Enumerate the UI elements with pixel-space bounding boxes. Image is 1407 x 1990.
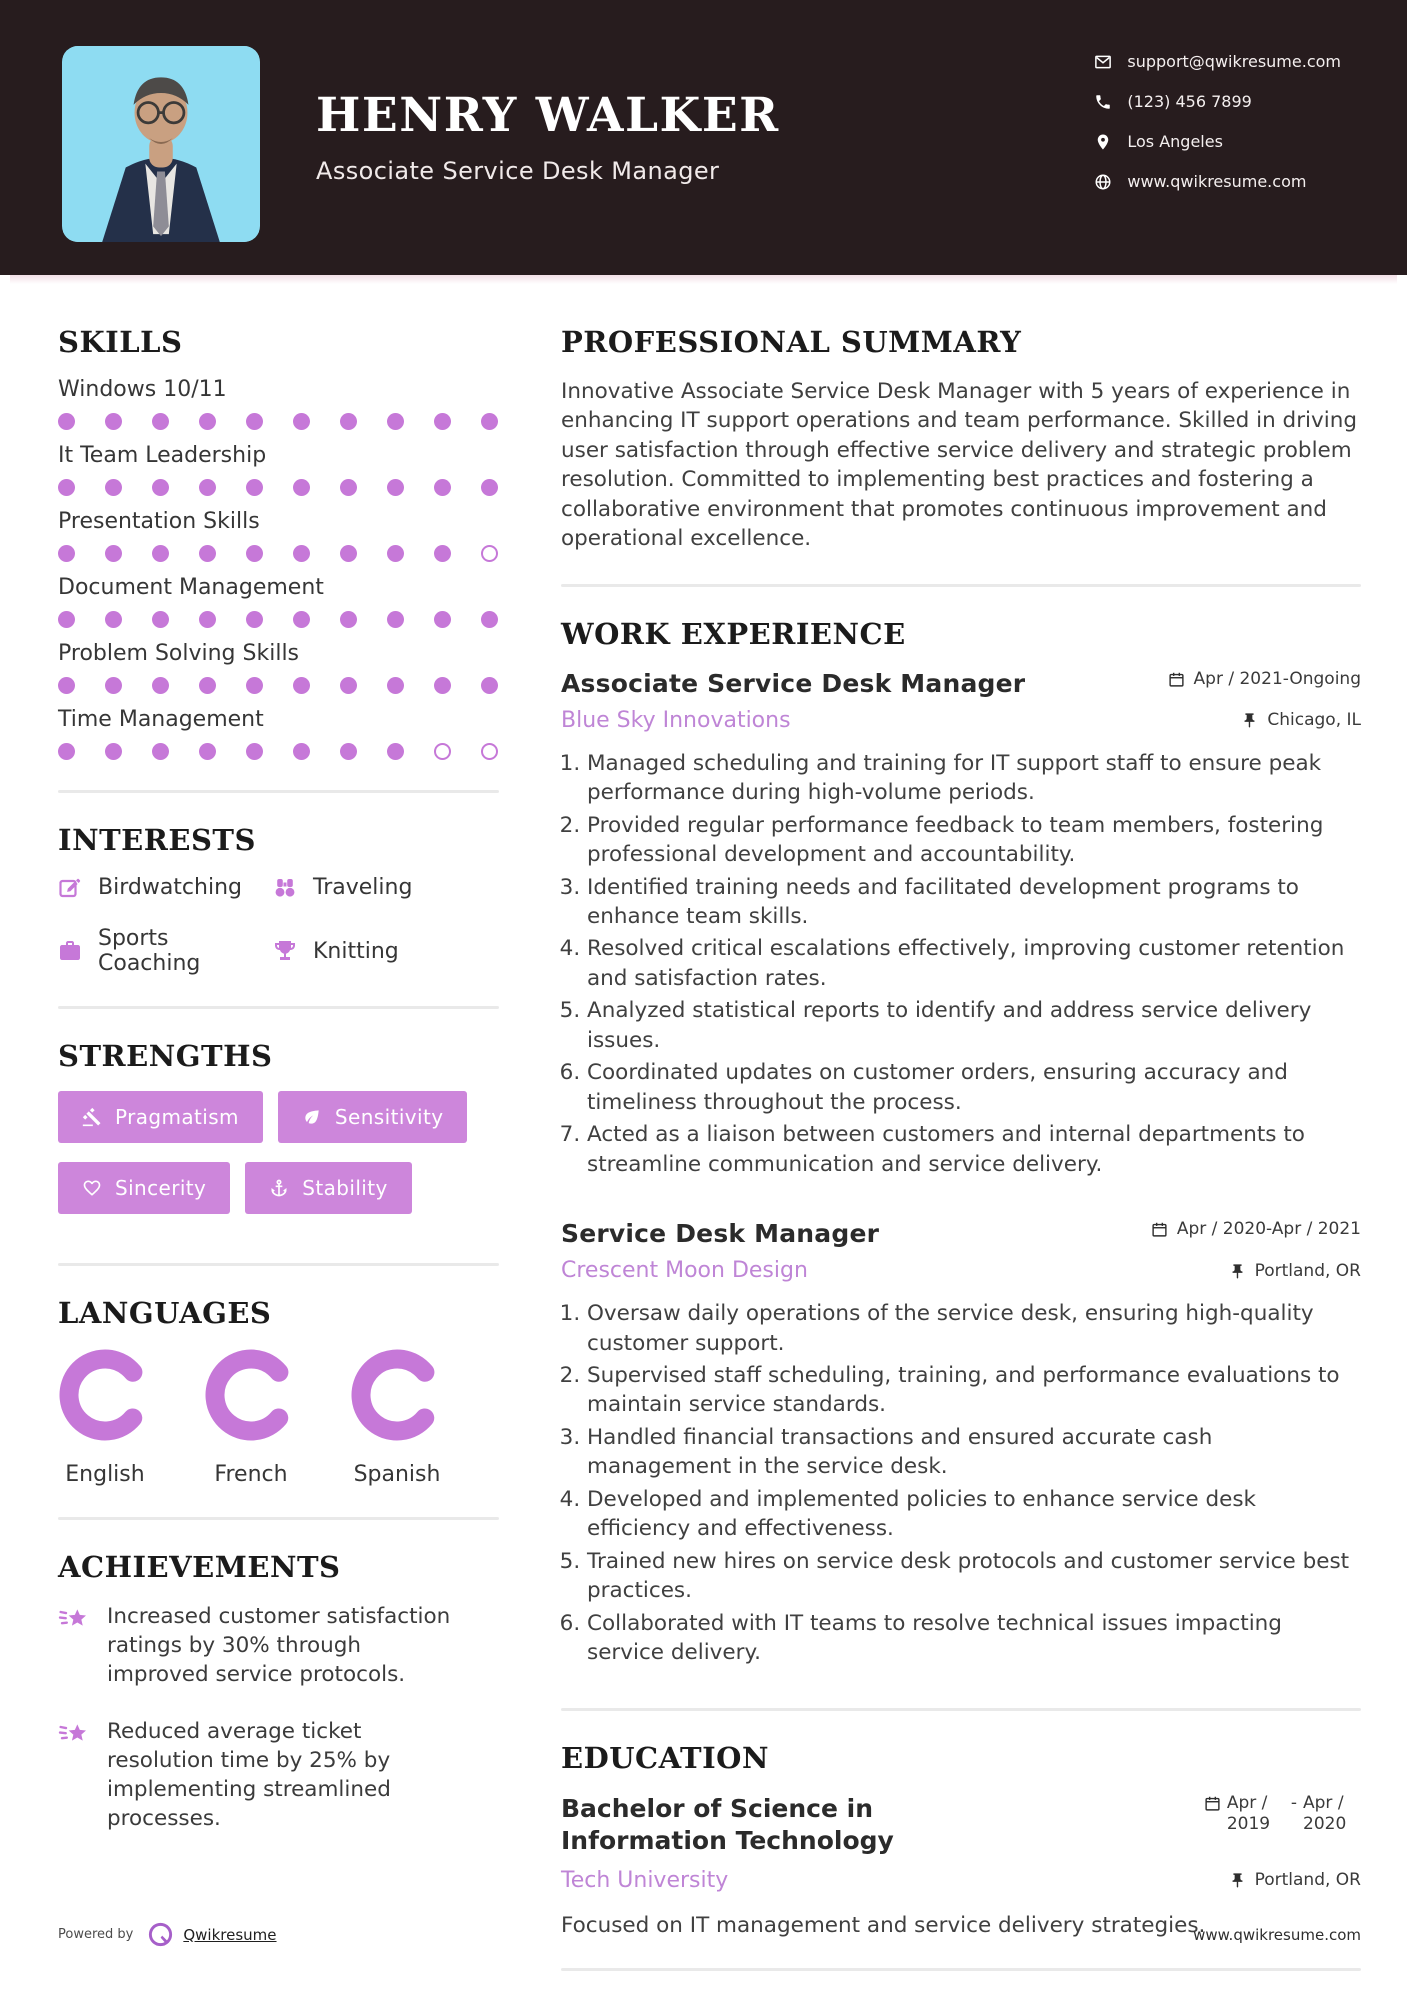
education-date-separator: -: [1290, 1792, 1297, 1813]
job-dates: [1168, 669, 1361, 689]
skill-dot-filled: [105, 413, 122, 430]
education-heading: EDUCATION: [561, 1740, 769, 1775]
language-item: [58, 1348, 152, 1487]
profile-photo-illustration: [62, 46, 260, 242]
interest-item: [58, 875, 273, 900]
achievements-heading: ACHIEVEMENTS: [58, 1550, 341, 1584]
skill-dot-filled: [481, 677, 498, 694]
degree-title: Bachelor of Science in Information Technology: [561, 1793, 894, 1855]
education-description: Focused on IT management and service delivery strategies.: [561, 1912, 1206, 1938]
skill-dot-filled: [387, 479, 404, 496]
identity-block: [316, 88, 780, 185]
school-name[interactable]: Tech University: [561, 1867, 729, 1893]
skill-rating: [58, 743, 499, 760]
skill-label: Document Management: [58, 575, 324, 600]
skill-dot-filled: [199, 413, 216, 430]
section-divider: [561, 1708, 1361, 1711]
job-bullet: 7. Acted as a liaison between customers and internal departments to streamline communication and service delivery.: [587, 1120, 1361, 1179]
briefcase-icon: [58, 939, 82, 963]
education-entry: [561, 1793, 1361, 1938]
strength-pill: [245, 1162, 411, 1214]
skill-dot-filled: [434, 545, 451, 562]
languages-heading: LANGUAGES: [58, 1296, 272, 1330]
job-location: [1241, 710, 1361, 730]
job-location-text: Portland, OR: [1254, 1260, 1361, 1281]
language-label: Spanish: [353, 1462, 441, 1487]
skill-dot-filled: [293, 479, 310, 496]
leaf-icon: [302, 1107, 322, 1127]
skill-dot-filled: [481, 413, 498, 430]
skill-dot-filled: [246, 479, 263, 496]
job-location: [1229, 1261, 1361, 1281]
skill-dot-filled: [58, 611, 75, 628]
interest-item: [273, 875, 499, 900]
skill-dot-filled: [481, 611, 498, 628]
skill-item: [58, 443, 499, 496]
skill-dot-filled: [199, 545, 216, 562]
skill-dot-filled: [387, 545, 404, 562]
interest-label: Traveling: [313, 875, 413, 900]
achievement-text: Increased customer satisfaction ratings by 30% through improved service protocols.: [107, 1604, 451, 1688]
anchor-icon: [269, 1178, 289, 1198]
header: [0, 0, 1407, 275]
skill-dot-filled: [152, 611, 169, 628]
skill-dot-filled: [246, 743, 263, 760]
interests-heading: INTERESTS: [58, 823, 256, 857]
skill-dot-filled: [340, 545, 357, 562]
left-column: [58, 325, 499, 1990]
strength-label: Pragmatism: [115, 1105, 239, 1129]
language-level-arc: [58, 1348, 152, 1442]
skill-dot-filled: [58, 545, 75, 562]
shooting-star-icon: [58, 1604, 90, 1636]
skill-dot-filled: [105, 545, 122, 562]
skill-label: Problem Solving Skills: [58, 641, 300, 666]
person-job-title: Associate Service Desk Manager: [316, 157, 720, 185]
skill-dot-empty: [434, 743, 451, 760]
skill-dot-filled: [58, 413, 75, 430]
skill-label: Time Management: [58, 707, 264, 732]
interest-label: Sports Coaching: [98, 926, 201, 976]
shooting-star-icon: [58, 1719, 90, 1751]
skill-dot-filled: [387, 677, 404, 694]
brand-link[interactable]: [147, 1921, 276, 1948]
location-icon: [1094, 133, 1112, 151]
skill-dot-filled: [340, 479, 357, 496]
skill-dot-filled: [340, 743, 357, 760]
skill-rating: [58, 479, 499, 496]
education-location: [1229, 1870, 1361, 1890]
company-name[interactable]: Crescent Moon Design: [561, 1258, 808, 1284]
job-bullet: 1. Oversaw daily operations of the service desk, ensuring high-quality customer support.: [587, 1299, 1361, 1358]
header-shadow: [10, 275, 1397, 284]
skill-dot-filled: [105, 479, 122, 496]
skill-item: [58, 707, 499, 760]
skill-dot-empty: [481, 545, 498, 562]
job-bullet: 6. Collaborated with IT teams to resolve technical issues impacting service delivery.: [587, 1609, 1361, 1668]
language-label: English: [65, 1462, 145, 1487]
job-location-text: Chicago, IL: [1267, 710, 1361, 731]
section-divider: [58, 1517, 499, 1520]
skill-item: [58, 377, 499, 430]
summary-heading: PROFESSIONAL SUMMARY: [561, 325, 1022, 359]
contact-location-text: Los Angeles: [1127, 132, 1223, 151]
job-bullet: 5. Trained new hires on service desk protocols and customer service best practices.: [587, 1547, 1361, 1606]
contact-website-text: www.qwikresume.com: [1127, 172, 1307, 191]
skill-dot-filled: [293, 611, 310, 628]
heart-icon: [82, 1178, 102, 1198]
job-bullets: [561, 1299, 1361, 1667]
strength-pill: [58, 1091, 263, 1143]
footer-website[interactable]: www.qwikresume.com: [1193, 1925, 1361, 1944]
skill-dot-filled: [246, 413, 263, 430]
skill-dot-filled: [434, 611, 451, 628]
interests-list: [58, 875, 499, 976]
skill-item: [58, 575, 499, 628]
skill-dot-filled: [340, 611, 357, 628]
job-bullet: 2. Provided regular performance feedback to team members, fostering professional development and accountability.: [587, 811, 1361, 870]
qwikresume-logo-icon: [147, 1921, 174, 1948]
contact-location: [1094, 132, 1341, 151]
interest-item: [58, 926, 273, 976]
achievements-list: [58, 1602, 499, 1833]
skill-dot-filled: [246, 677, 263, 694]
skill-dot-filled: [105, 743, 122, 760]
language-level-arc: [204, 1348, 298, 1442]
achievement-text: Reduced average ticket resolution time by 25% by implementing streamlined processes.: [107, 1719, 391, 1832]
skill-dot-filled: [293, 545, 310, 562]
language-item: [350, 1348, 444, 1487]
contact-phone[interactable]: [1094, 92, 1341, 111]
section-divider: [561, 1968, 1361, 1971]
skill-dot-filled: [387, 413, 404, 430]
contact-email-text: support@qwikresume.com: [1127, 52, 1341, 71]
achievement-item: [58, 1602, 499, 1689]
summary-text: Innovative Associate Service Desk Manager with 5 years of experience in enhancing IT support operations and team performance. Skilled in driving user satisfaction through effective service delivery and strategic problem resolution. Committed to implementing best practices and fostering a collaborative environment that promotes continuous improvement and operational excellence.: [561, 379, 1357, 552]
pencil-square-icon: [58, 876, 82, 900]
pushpin-icon: [1241, 712, 1258, 729]
strength-pill: [278, 1091, 468, 1143]
job-bullet: 4. Resolved critical escalations effectively, improving customer retention and satisfaction rates.: [587, 934, 1361, 993]
skill-rating: [58, 677, 499, 694]
skill-dot-filled: [152, 743, 169, 760]
skill-dot-filled: [58, 677, 75, 694]
job-bullet: 1. Managed scheduling and training for IT support staff to ensure peak performance during high-volume periods.: [587, 749, 1361, 808]
skill-dot-filled: [434, 677, 451, 694]
contact-phone-text: (123) 456 7899: [1127, 92, 1252, 111]
calendar-icon: [1168, 671, 1185, 688]
strength-label: Stability: [302, 1176, 388, 1200]
trophy-icon: [273, 939, 297, 963]
skill-dot-filled: [152, 677, 169, 694]
skill-rating: [58, 413, 499, 430]
job-dates: [1151, 1219, 1361, 1239]
strengths-heading: STRENGTHS: [58, 1039, 273, 1073]
skill-dot-filled: [152, 413, 169, 430]
skill-dot-filled: [152, 545, 169, 562]
globe-icon: [1094, 173, 1112, 191]
language-level-arc: [350, 1348, 444, 1442]
skill-dot-filled: [58, 479, 75, 496]
interest-item: [273, 926, 499, 976]
skill-dot-filled: [387, 611, 404, 628]
skill-label: Windows 10/11: [58, 377, 227, 402]
right-column: [561, 325, 1361, 1990]
pushpin-icon: [1229, 1263, 1246, 1280]
gavel-icon: [82, 1107, 102, 1127]
profile-photo: [62, 46, 260, 242]
section-divider: [58, 1263, 499, 1266]
job-bullet: 4. Developed and implemented policies to enhance service desk efficiency and effectiveness.: [587, 1485, 1361, 1544]
job-dates-text: Apr / 2021-Ongoing: [1193, 668, 1361, 689]
skill-dot-filled: [434, 479, 451, 496]
skill-label: Presentation Skills: [58, 509, 260, 534]
language-label: French: [214, 1462, 288, 1487]
skill-dot-filled: [58, 743, 75, 760]
powered-by-label: Powered by: [58, 1927, 134, 1942]
strength-label: Sincerity: [115, 1176, 207, 1200]
skill-dot-empty: [481, 743, 498, 760]
job-bullet: 5. Analyzed statistical reports to identify and address service delivery issues.: [587, 996, 1361, 1055]
strengths-list: [58, 1091, 499, 1233]
education-location-text: Portland, OR: [1254, 1870, 1361, 1890]
skill-dot-filled: [387, 743, 404, 760]
skill-rating: [58, 545, 499, 562]
skill-dot-filled: [340, 677, 357, 694]
job-entry: [561, 1219, 1361, 1667]
pushpin-icon: [1229, 1872, 1246, 1889]
job-title: Associate Service Desk Manager: [561, 668, 1026, 698]
job-entry: [561, 669, 1361, 1179]
skill-dot-filled: [246, 611, 263, 628]
person-name: HENRY WALKER: [316, 88, 780, 143]
calendar-icon: [1204, 1795, 1221, 1812]
education-dates: [1204, 1793, 1361, 1836]
interest-label: Knitting: [313, 938, 399, 964]
skill-rating: [58, 611, 499, 628]
skill-dot-filled: [152, 479, 169, 496]
binoculars-icon: [273, 876, 297, 900]
skill-label: It Team Leadership: [58, 443, 267, 468]
job-bullet: 3. Identified training needs and facilitated development programs to enhance team skills.: [587, 873, 1361, 932]
skills-heading: SKILLS: [58, 325, 183, 359]
interest-label: Birdwatching: [98, 875, 242, 900]
skill-dot-filled: [105, 677, 122, 694]
achievement-item: [58, 1717, 499, 1833]
skill-dot-filled: [434, 413, 451, 430]
strength-label: Sensitivity: [334, 1105, 444, 1129]
contact-email[interactable]: [1094, 52, 1341, 71]
job-bullet: 6. Coordinated updates on customer orders, ensuring accuracy and timeliness throughout the process.: [587, 1058, 1361, 1117]
contact-block: [1094, 52, 1341, 191]
skill-item: [58, 641, 499, 694]
section-divider: [58, 790, 499, 793]
skill-dot-filled: [199, 611, 216, 628]
job-title: Service Desk Manager: [561, 1219, 880, 1249]
skills-list: [58, 377, 499, 760]
skill-dot-filled: [105, 611, 122, 628]
skill-dot-filled: [199, 677, 216, 694]
languages-list: [58, 1348, 499, 1487]
calendar-icon: [1151, 1221, 1168, 1238]
education-date-end: Apr / 2020: [1303, 1792, 1347, 1834]
main-content: [0, 275, 1407, 1990]
section-divider: [561, 584, 1361, 587]
skill-dot-filled: [293, 743, 310, 760]
education-date-start: Apr / 2019: [1226, 1792, 1271, 1834]
strength-pill: [58, 1162, 230, 1214]
skill-dot-filled: [340, 413, 357, 430]
brand-name: Qwikresume: [183, 1925, 277, 1944]
skill-dot-filled: [481, 479, 498, 496]
skill-dot-filled: [199, 479, 216, 496]
skill-dot-filled: [293, 413, 310, 430]
email-icon: [1094, 53, 1112, 71]
section-divider: [58, 1006, 499, 1009]
skill-item: [58, 509, 499, 562]
job-bullets: [561, 749, 1361, 1179]
skill-dot-filled: [199, 743, 216, 760]
footer: [58, 1921, 1361, 1948]
skill-dot-filled: [293, 677, 310, 694]
company-name[interactable]: Blue Sky Innovations: [561, 707, 791, 733]
skill-dot-filled: [246, 545, 263, 562]
language-item: [204, 1348, 298, 1487]
experience-heading: WORK EXPERIENCE: [561, 616, 906, 651]
job-bullet: 2. Supervised staff scheduling, training, and performance evaluations to maintain service standards.: [587, 1361, 1361, 1420]
contact-website[interactable]: [1094, 172, 1341, 191]
phone-icon: [1094, 93, 1112, 111]
job-bullet: 3. Handled financial transactions and ensured accurate cash management in the service desk.: [587, 1423, 1361, 1482]
job-dates-text: Apr / 2020-Apr / 2021: [1176, 1219, 1361, 1240]
